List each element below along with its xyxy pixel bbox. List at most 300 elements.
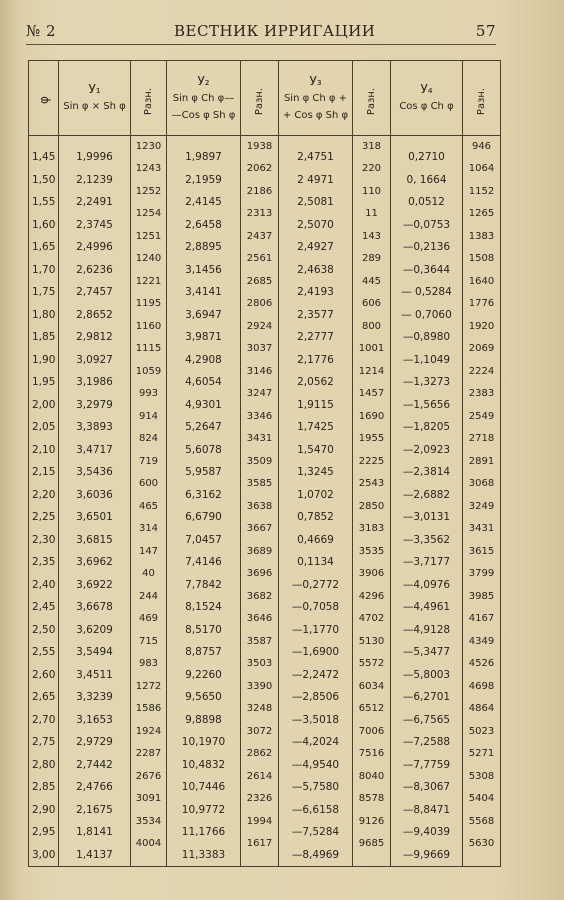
cell-diff-2: 3696 xyxy=(241,574,279,597)
cell-y2: 8,5170 xyxy=(167,619,241,642)
cell-diff-1: 1586 xyxy=(131,709,167,732)
cell-diff-3: 2225 xyxy=(353,461,391,484)
cell-diff-1: 993 xyxy=(131,394,167,417)
cell-diff-2: 1617 xyxy=(241,844,279,867)
cell-y2: 3,4141 xyxy=(167,281,241,304)
col-header-diff-1: Разн. xyxy=(131,61,167,136)
cell-diff-4: 3431 xyxy=(463,529,501,552)
cell-diff-1: 824 xyxy=(131,439,167,462)
cell-y2: 5,6078 xyxy=(167,439,241,462)
cell-phi: 1,80 xyxy=(29,304,59,327)
cell-y1: 2,7442 xyxy=(59,754,131,777)
cell-y2: 10,7446 xyxy=(167,776,241,799)
cell-diff-2: 2561 xyxy=(241,259,279,282)
cell-y3: 2,0562 xyxy=(279,371,353,394)
cell-y1: 3,1986 xyxy=(59,371,131,394)
cell-diff-3: 6034 xyxy=(353,686,391,709)
cell-y3: 2,5070 xyxy=(279,214,353,237)
cell-y1: 3,2979 xyxy=(59,394,131,417)
cell-y2: 11,1766 xyxy=(167,821,241,844)
cell-y1: 3,1653 xyxy=(59,709,131,732)
cell-y3: 0,1134 xyxy=(279,551,353,574)
col-header-y3: У₃ Sin φ Ch φ + + Cos φ Sh φ xyxy=(279,61,353,136)
cell-y4: —7,7759 xyxy=(391,754,463,777)
cell-diff-4: 1920 xyxy=(463,326,501,349)
cell-diff-3: 8578 xyxy=(353,799,391,822)
cell-y2: 7,0457 xyxy=(167,529,241,552)
cell-diff-2: 3431 xyxy=(241,439,279,462)
cell-diff-2: 3638 xyxy=(241,506,279,529)
cell-y4: —6,7565 xyxy=(391,709,463,732)
cell-phi: 1,85 xyxy=(29,326,59,349)
cell-diff-3: 318 xyxy=(353,146,391,169)
cell-y1: 2,6236 xyxy=(59,259,131,282)
cell-y2: 3,6947 xyxy=(167,304,241,327)
function-table xyxy=(28,60,501,867)
cell-diff-3: 289 xyxy=(353,259,391,282)
cell-diff-3: 800 xyxy=(353,326,391,349)
cell-y1: 2,7457 xyxy=(59,281,131,304)
cell-diff-4: 5023 xyxy=(463,731,501,754)
cell-phi: 2,90 xyxy=(29,799,59,822)
cell-diff-1: 1252 xyxy=(131,191,167,214)
cell-y1: 3,6036 xyxy=(59,484,131,507)
cell-y2: 9,5650 xyxy=(167,686,241,709)
cell-diff-2: 2862 xyxy=(241,754,279,777)
cell-y4: 0,0512 xyxy=(391,191,463,214)
cell-y4: —8,3067 xyxy=(391,776,463,799)
cell-y3: 2,4751 xyxy=(279,146,353,169)
cell-y1: 3,3893 xyxy=(59,416,131,439)
cell-diff-4: 1152 xyxy=(463,191,501,214)
cell-y2: 4,2908 xyxy=(167,349,241,372)
cell-diff-3: 1955 xyxy=(353,439,391,462)
cell-y3: 2,4193 xyxy=(279,281,353,304)
cell-phi: 2,20 xyxy=(29,484,59,507)
cell-y2: 7,4146 xyxy=(167,551,241,574)
cell-diff-4: 3249 xyxy=(463,506,501,529)
cell-phi: 1,65 xyxy=(29,236,59,259)
cell-diff-4: 2891 xyxy=(463,461,501,484)
cell-diff-4: 3615 xyxy=(463,551,501,574)
cell-diff-1: 1115 xyxy=(131,349,167,372)
cell-y2: 3,1456 xyxy=(167,259,241,282)
cell-diff-1: 1059 xyxy=(131,371,167,394)
cell-diff-1: 1195 xyxy=(131,304,167,327)
col-header-y4: У₄ Cos φ Ch φ xyxy=(391,61,463,136)
cell-y3: —5,7580 xyxy=(279,776,353,799)
cell-diff-2: 2313 xyxy=(241,214,279,237)
cell-diff-2: 3390 xyxy=(241,686,279,709)
cell-diff-3: 7006 xyxy=(353,731,391,754)
cell-diff-4: 5568 xyxy=(463,821,501,844)
cell-y4: —1,5656 xyxy=(391,394,463,417)
cell-phi: 2,80 xyxy=(29,754,59,777)
cell-phi: 1,45 xyxy=(29,146,59,169)
cell-y4: 0, 1664 xyxy=(391,169,463,192)
cell-y2: 10,4832 xyxy=(167,754,241,777)
cell-diff-4: 1508 xyxy=(463,259,501,282)
cell-y4: —2,3814 xyxy=(391,461,463,484)
cell-phi: 2,55 xyxy=(29,641,59,664)
cell-diff-4: 1064 xyxy=(463,169,501,192)
cell-y3: —7,5284 xyxy=(279,821,353,844)
cell-y1: 3,5436 xyxy=(59,461,131,484)
cell-y4: —1,1049 xyxy=(391,349,463,372)
cell-diff-1: 314 xyxy=(131,529,167,552)
cell-y3: 1,3245 xyxy=(279,461,353,484)
cell-y3: —1,6900 xyxy=(279,641,353,664)
cell-diff-1: 2676 xyxy=(131,776,167,799)
cell-y1: 3,6962 xyxy=(59,551,131,574)
cell-y2: 10,1970 xyxy=(167,731,241,754)
cell-y1: 2,1239 xyxy=(59,169,131,192)
cell-y2: 4,6054 xyxy=(167,371,241,394)
cell-y2: 2,4145 xyxy=(167,191,241,214)
cell-y3: 2 4971 xyxy=(279,169,353,192)
cell-y3: 2,1776 xyxy=(279,349,353,372)
cell-phi: 2,60 xyxy=(29,664,59,687)
cell-diff-4: 3068 xyxy=(463,484,501,507)
cell-diff-4: 5404 xyxy=(463,799,501,822)
cell-diff-3: 9126 xyxy=(353,821,391,844)
cell-diff-1: 1240 xyxy=(131,259,167,282)
cell-diff-2: 2186 xyxy=(241,191,279,214)
cell-y4: —3,7177 xyxy=(391,551,463,574)
cell-phi: 1,95 xyxy=(29,371,59,394)
cell-diff-4: 2224 xyxy=(463,371,501,394)
cell-diff-2: 3646 xyxy=(241,619,279,642)
cell-y3: 2,3577 xyxy=(279,304,353,327)
cell-y2: 10,9772 xyxy=(167,799,241,822)
col-header-y1: У₁ Sin φ × Sh φ xyxy=(59,61,131,136)
cell-diff-3: 445 xyxy=(353,281,391,304)
cell-diff-2: 3585 xyxy=(241,484,279,507)
cell-y2: 5,9587 xyxy=(167,461,241,484)
cell-diff-2: 2685 xyxy=(241,281,279,304)
cell-diff-2: 3689 xyxy=(241,551,279,574)
cell-diff-3: 5572 xyxy=(353,664,391,687)
cell-diff-1: 1251 xyxy=(131,236,167,259)
cell-diff-1: 1254 xyxy=(131,214,167,237)
cell-y1: 3,5494 xyxy=(59,641,131,664)
cell-phi: 2,00 xyxy=(29,394,59,417)
cell-y4: 0,2710 xyxy=(391,146,463,169)
cell-phi: 1,90 xyxy=(29,349,59,372)
cell-y1: 3,6922 xyxy=(59,574,131,597)
cell-diff-1: 600 xyxy=(131,484,167,507)
cell-diff-2: 3248 xyxy=(241,709,279,732)
cell-diff-3: 2850 xyxy=(353,506,391,529)
cell-y1: 3,4511 xyxy=(59,664,131,687)
cell-diff-3: 4702 xyxy=(353,619,391,642)
cell-diff-4: 5271 xyxy=(463,754,501,777)
cell-phi: 2,70 xyxy=(29,709,59,732)
cell-y4: — 0,7060 xyxy=(391,304,463,327)
cell-phi: 3,00 xyxy=(29,844,59,867)
cell-phi: 2,15 xyxy=(29,461,59,484)
cell-diff-3: 11 xyxy=(353,214,391,237)
cell-diff-4: 2069 xyxy=(463,349,501,372)
journal-title: ВЕСТНИК ИРРИГАЦИИ xyxy=(174,22,376,40)
cell-diff-4: 1640 xyxy=(463,281,501,304)
cell-diff-4: 1776 xyxy=(463,304,501,327)
cell-diff-3: 5130 xyxy=(353,641,391,664)
page-header xyxy=(26,22,496,44)
cell-diff-3: 6512 xyxy=(353,709,391,732)
cell-y1: 2,9729 xyxy=(59,731,131,754)
cell-y1: 2,4766 xyxy=(59,776,131,799)
cell-diff-2: 2924 xyxy=(241,326,279,349)
cell-phi: 1,70 xyxy=(29,259,59,282)
cell-phi: 1,75 xyxy=(29,281,59,304)
cell-diff-4: 3799 xyxy=(463,574,501,597)
table-body xyxy=(29,136,501,867)
cell-y2: 5,2647 xyxy=(167,416,241,439)
cell-y4: —0,0753 xyxy=(391,214,463,237)
cell-phi: 2,85 xyxy=(29,776,59,799)
cell-phi: 2,30 xyxy=(29,529,59,552)
cell-y1: 2,8652 xyxy=(59,304,131,327)
cell-diff-1: 715 xyxy=(131,641,167,664)
cell-y4: —0,2136 xyxy=(391,236,463,259)
cell-y1: 3,6815 xyxy=(59,529,131,552)
cell-y2: 6,3162 xyxy=(167,484,241,507)
cell-diff-2: 3667 xyxy=(241,529,279,552)
cell-diff-3: 2543 xyxy=(353,484,391,507)
cell-y4: —4,9128 xyxy=(391,619,463,642)
cell-y2: 2,8895 xyxy=(167,236,241,259)
cell-phi: 1,55 xyxy=(29,191,59,214)
cell-y3: 1,0702 xyxy=(279,484,353,507)
cell-diff-1: 3091 xyxy=(131,799,167,822)
cell-phi: 2,05 xyxy=(29,416,59,439)
cell-phi: 2,40 xyxy=(29,574,59,597)
cell-y2: 3,9871 xyxy=(167,326,241,349)
cell-diff-2: 2614 xyxy=(241,776,279,799)
cell-diff-2: 2326 xyxy=(241,799,279,822)
cell-diff-4: 5630 xyxy=(463,844,501,867)
cell-y1: 3,6209 xyxy=(59,619,131,642)
cell-diff-3: 143 xyxy=(353,236,391,259)
cell-y3: —1,1770 xyxy=(279,619,353,642)
cell-diff-4: 3985 xyxy=(463,596,501,619)
cell-diff-4: 2383 xyxy=(463,394,501,417)
cell-y3: —2,2472 xyxy=(279,664,353,687)
cell-y3: —2,8506 xyxy=(279,686,353,709)
cell-y3: 2,2777 xyxy=(279,326,353,349)
cell-diff-3: 3535 xyxy=(353,551,391,574)
cell-y2: 2,1959 xyxy=(167,169,241,192)
cell-phi: 2,65 xyxy=(29,686,59,709)
cell-y1: 3,4717 xyxy=(59,439,131,462)
col-header-phi: φ xyxy=(29,61,59,136)
cell-y2: 6,6790 xyxy=(167,506,241,529)
cell-y2: 11,3383 xyxy=(167,844,241,867)
cell-diff-3: 1457 xyxy=(353,394,391,417)
col-header-diff-2: Разн. xyxy=(241,61,279,136)
cell-diff-3: 606 xyxy=(353,304,391,327)
cell-diff-2: 1938 xyxy=(241,146,279,169)
cell-diff-2: 3509 xyxy=(241,461,279,484)
cell-y4: —1,8205 xyxy=(391,416,463,439)
header-rule xyxy=(26,44,496,45)
cell-phi: 2,75 xyxy=(29,731,59,754)
cell-phi: 2,25 xyxy=(29,506,59,529)
cell-diff-4: 4167 xyxy=(463,619,501,642)
cell-diff-2: 1994 xyxy=(241,821,279,844)
cell-y2: 9,8898 xyxy=(167,709,241,732)
cell-y3: 1,7425 xyxy=(279,416,353,439)
cell-y1: 1,8141 xyxy=(59,821,131,844)
cell-y4: —6,2701 xyxy=(391,686,463,709)
table-header-row xyxy=(29,61,501,136)
cell-diff-4: 4864 xyxy=(463,709,501,732)
cell-y2: 9,2260 xyxy=(167,664,241,687)
cell-diff-2: 3146 xyxy=(241,371,279,394)
cell-diff-3: 110 xyxy=(353,191,391,214)
cell-diff-3: 8040 xyxy=(353,776,391,799)
cell-y4: —2,0923 xyxy=(391,439,463,462)
cell-phi: 2,45 xyxy=(29,596,59,619)
cell-y2: 7,7842 xyxy=(167,574,241,597)
cell-y1: 2,1675 xyxy=(59,799,131,822)
cell-phi: 2,10 xyxy=(29,439,59,462)
cell-diff-1: 914 xyxy=(131,416,167,439)
cell-y1: 3,3239 xyxy=(59,686,131,709)
cell-y3: —4,9540 xyxy=(279,754,353,777)
cell-y4: —4,4961 xyxy=(391,596,463,619)
cell-y4: —1,3273 xyxy=(391,371,463,394)
cell-diff-4: 1383 xyxy=(463,236,501,259)
cell-diff-2: 3503 xyxy=(241,664,279,687)
cell-diff-1: 983 xyxy=(131,664,167,687)
cell-y1: 2,4996 xyxy=(59,236,131,259)
issue-number: № 2 xyxy=(26,22,57,40)
cell-y2: 4,9301 xyxy=(167,394,241,417)
cell-y3: 1,9115 xyxy=(279,394,353,417)
cell-y4: —0,3644 xyxy=(391,259,463,282)
cell-diff-3: 4296 xyxy=(353,596,391,619)
cell-diff-4: 4526 xyxy=(463,664,501,687)
cell-y1: 3,0927 xyxy=(59,349,131,372)
cell-y3: 2,4638 xyxy=(279,259,353,282)
cell-diff-2: 2806 xyxy=(241,304,279,327)
cell-y3: 0,4669 xyxy=(279,529,353,552)
col-header-diff-4: Разн. xyxy=(463,61,501,136)
cell-diff-1: 719 xyxy=(131,461,167,484)
cell-diff-1: 244 xyxy=(131,596,167,619)
cell-y4: —3,0131 xyxy=(391,506,463,529)
cell-diff-3: 1001 xyxy=(353,349,391,372)
cell-diff-1: 2287 xyxy=(131,754,167,777)
cell-diff-4: 1265 xyxy=(463,214,501,237)
cell-diff-2: 3037 xyxy=(241,349,279,372)
cell-y1: 2,9812 xyxy=(59,326,131,349)
cell-y1: 3,6678 xyxy=(59,596,131,619)
cell-y3: —3,5018 xyxy=(279,709,353,732)
cell-diff-2: 3072 xyxy=(241,731,279,754)
cell-diff-3: 3906 xyxy=(353,574,391,597)
cell-y1: 1,4137 xyxy=(59,844,131,867)
col-header-diff-3: Разн. xyxy=(353,61,391,136)
cell-y3: 2,5081 xyxy=(279,191,353,214)
page-number: 57 xyxy=(475,22,496,40)
cell-y3: —4,2024 xyxy=(279,731,353,754)
col-header-y2: У₂ Sin φ Ch φ— —Cos φ Sh φ xyxy=(167,61,241,136)
cell-y3: —8,4969 xyxy=(279,844,353,867)
cell-y4: —9,4039 xyxy=(391,821,463,844)
cell-y4: —8,8471 xyxy=(391,799,463,822)
cell-diff-1: 1160 xyxy=(131,326,167,349)
cell-diff-1: 147 xyxy=(131,551,167,574)
cell-y4: —9,9669 xyxy=(391,844,463,867)
cell-y2: 8,1524 xyxy=(167,596,241,619)
table-row xyxy=(29,844,501,867)
cell-y2: 1,9897 xyxy=(167,146,241,169)
cell-diff-1: 1243 xyxy=(131,169,167,192)
cell-y2: 2,6458 xyxy=(167,214,241,237)
cell-diff-4: 4349 xyxy=(463,641,501,664)
cell-diff-4: 4698 xyxy=(463,686,501,709)
cell-y4: —3,3562 xyxy=(391,529,463,552)
cell-diff-4: 946 xyxy=(463,146,501,169)
cell-y2: 8,8757 xyxy=(167,641,241,664)
cell-y1: 3,6501 xyxy=(59,506,131,529)
cell-diff-2: 3346 xyxy=(241,416,279,439)
cell-diff-2: 3247 xyxy=(241,394,279,417)
cell-diff-4: 2718 xyxy=(463,439,501,462)
cell-diff-3: 1214 xyxy=(353,371,391,394)
cell-diff-3: 7516 xyxy=(353,754,391,777)
cell-y4: —0,8980 xyxy=(391,326,463,349)
cell-y4: —5,8003 xyxy=(391,664,463,687)
cell-diff-3: 1690 xyxy=(353,416,391,439)
cell-y4: —7,2588 xyxy=(391,731,463,754)
cell-diff-1: 1924 xyxy=(131,731,167,754)
cell-y3: 0,7852 xyxy=(279,506,353,529)
cell-diff-1: 1272 xyxy=(131,686,167,709)
cell-y3: 1,5470 xyxy=(279,439,353,462)
cell-diff-1: 4004 xyxy=(131,844,167,867)
cell-y4: —4,0976 xyxy=(391,574,463,597)
cell-diff-4: 5308 xyxy=(463,776,501,799)
cell-diff-1: 1230 xyxy=(131,146,167,169)
cell-diff-3: 9685 xyxy=(353,844,391,867)
cell-phi: 1,50 xyxy=(29,169,59,192)
cell-diff-3: 3183 xyxy=(353,529,391,552)
cell-diff-1: 465 xyxy=(131,506,167,529)
cell-diff-1: 469 xyxy=(131,619,167,642)
cell-diff-1: 40 xyxy=(131,574,167,597)
cell-diff-2: 2062 xyxy=(241,169,279,192)
cell-y3: —0,2772 xyxy=(279,574,353,597)
cell-phi: 1,60 xyxy=(29,214,59,237)
cell-y3: —0,7058 xyxy=(279,596,353,619)
cell-diff-4: 2549 xyxy=(463,416,501,439)
cell-y1: 2,2491 xyxy=(59,191,131,214)
cell-diff-3: 220 xyxy=(353,169,391,192)
cell-phi: 2,95 xyxy=(29,821,59,844)
cell-y4: —2,6882 xyxy=(391,484,463,507)
cell-y3: 2,4927 xyxy=(279,236,353,259)
cell-diff-1: 3534 xyxy=(131,821,167,844)
cell-y1: 1,9996 xyxy=(59,146,131,169)
cell-y4: —5,3477 xyxy=(391,641,463,664)
cell-diff-2: 2437 xyxy=(241,236,279,259)
cell-phi: 2,50 xyxy=(29,619,59,642)
cell-phi: 2,35 xyxy=(29,551,59,574)
